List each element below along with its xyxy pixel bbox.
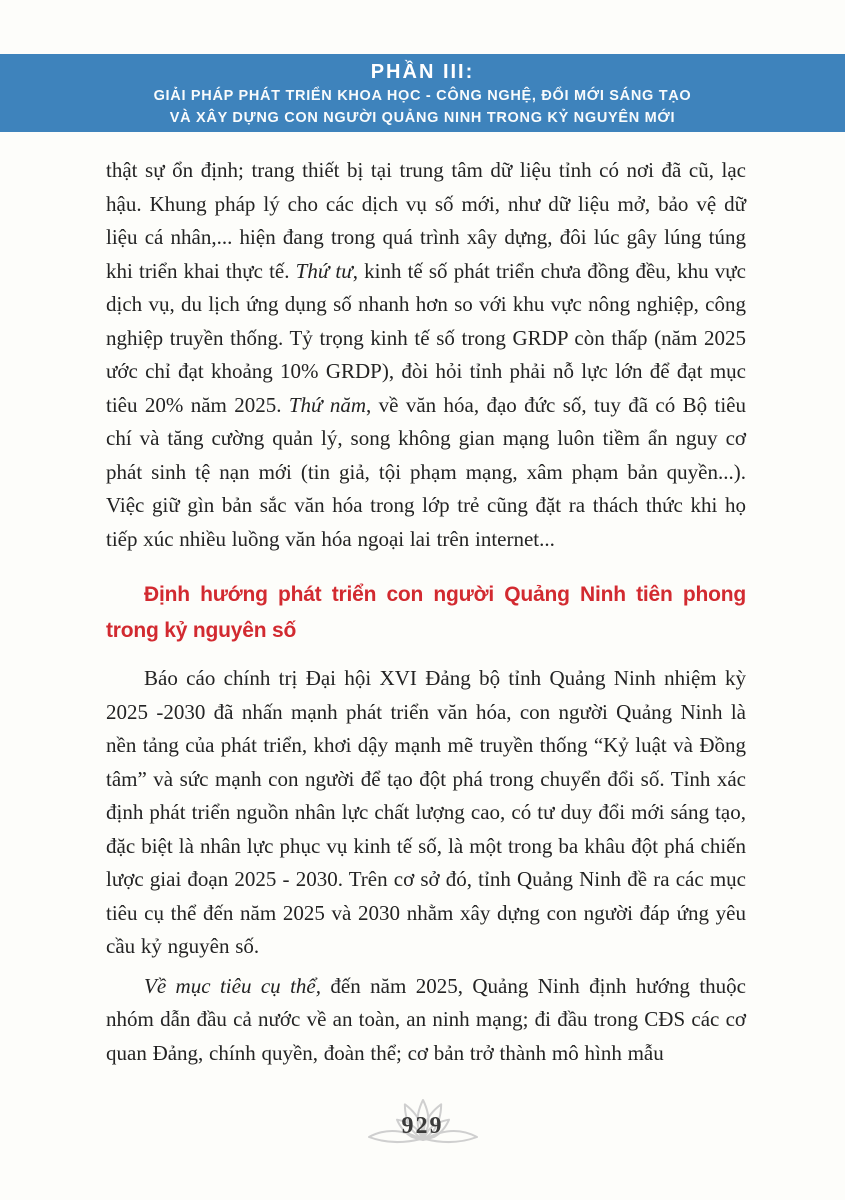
page-number-ornament	[365, 1096, 481, 1154]
paragraph-continuation: thật sự ổn định; trang thiết bị tại trung tâm dữ liệu tỉnh có nơi đã cũ, lạc hậu. Khung pháp lý cho các dịch vụ số mới, như dữ liệu mở, bảo vệ dữ liệu cá nhân,... hiện đang trong quá trình xây dựng, đôi lúc gây lúng túng khi triển khai thực tế. Thứ tư, kinh tế số phát triển chưa đồng đều, khu vực dịch vụ, du lịch ứng dụng số nhanh hơn so với khu vực nông nghiệp, công nghiệp truyền thống. Tỷ trọng kinh tế số trong GRDP còn thấp (năm 2025 ước chỉ đạt khoảng 10% GRDP), đòi hỏi tỉnh phải nỗ lực lớn để đạt mục tiêu 20% năm 2025. Thứ năm, về văn hóa, đạo đức số, tuy đã có Bộ tiêu chí và tăng cường quản lý, song không gian mạng luôn tiềm ẩn nguy cơ phát sinh tệ nạn mới (tin giả, tội phạm mạng, xâm phạm bản quyền...). Việc giữ gìn bản sắc văn hóa trong lớp trẻ cũng đặt ra thách thức khi họ tiếp xúc nhiều luồng văn hóa ngoại lai trên internet...	[106, 158, 747, 551]
part-label: PHẦN III:	[370, 61, 475, 83]
page-number: 929	[401, 1113, 444, 1139]
section-heading: Định hướng phát triển con người Quảng Ninh tiên phong trong kỷ nguyên số	[106, 583, 746, 642]
chapter-title-line-2: VÀ XÂY DỰNG CON NGƯỜI QUẢNG NINH TRONG KỶ NGUYÊN MỚI	[169, 110, 676, 126]
page-footer	[0, 1096, 845, 1154]
chapter-header	[0, 54, 845, 132]
paragraph-resolution: Báo cáo chính trị Đại hội XVI Đảng bộ tỉnh Quảng Ninh nhiệm kỳ 2025 -2030 đã nhấn mạnh phát triển văn hóa, con người Quảng Ninh là nền tảng của phát triển, khơi dậy mạnh mẽ truyền thống “Kỷ luật và Đồng tâm” và sức mạnh con người để tạo đột phá trong chuyển đổi số. Tỉnh xác định phát triển nguồn nhân lực chất lượng cao, có tư duy đổi mới sáng tạo, đặc biệt là nhân lực phục vụ kinh tế số, là một trong ba khâu đột phá chiến lược giai đoạn 2025 - 2030. Trên cơ sở đó, tỉnh Quảng Ninh đề ra các mục tiêu cụ thể đến năm 2025 và 2030 nhằm xây dựng con người đáp ứng yêu cầu kỷ nguyên số.	[106, 666, 746, 958]
chapter-title-line-1: GIẢI PHÁP PHÁT TRIỂN KHOA HỌC - CÔNG NGHỆ, ĐỔI MỚI SÁNG TẠO	[153, 88, 692, 104]
paragraph-targets: Về mục tiêu cụ thể, đến năm 2025, Quảng Ninh định hướng thuộc nhóm dẫn đầu cả nước về an toàn, an ninh mạng; đi đầu trong CĐS các cơ quan Đảng, chính quyền, đoàn thể; cơ bản trở thành mô hình mẫu	[106, 973, 746, 1065]
page-body	[106, 154, 746, 1070]
